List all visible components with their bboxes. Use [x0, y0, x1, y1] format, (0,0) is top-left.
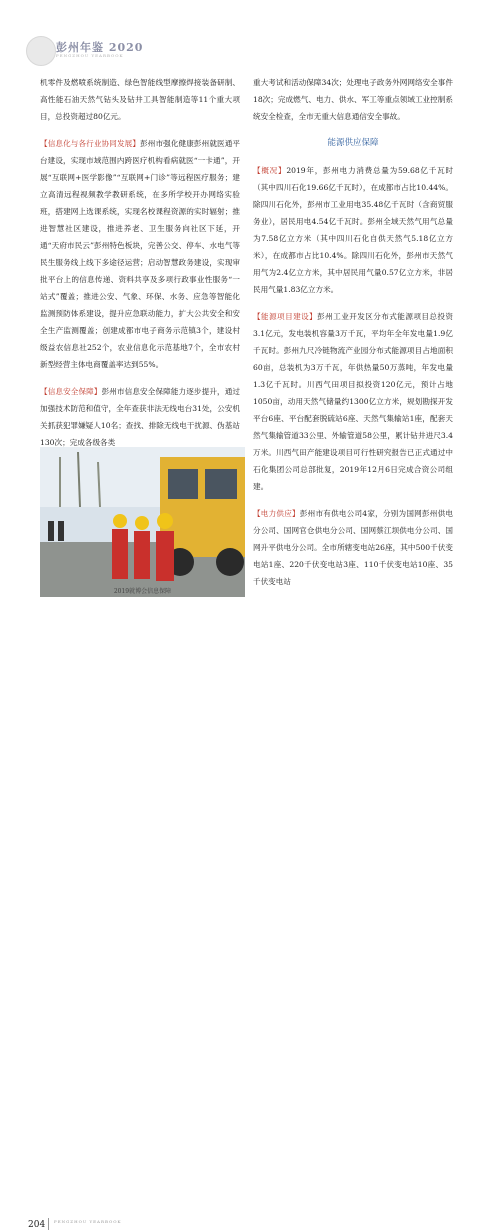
paragraph: 【信息化与各行业协同发展】彭州市强化健康彭州就医通平台建设，实现市域范围内跨医疗机构看病就医“一卡通”，开展“互联网+医学影像”“互联网+门诊”等远程医疗服务；建立高清远程视频教学教研系统，在多所学校开办网络实验班，搭建网上选课系统，实现名校课程资源的实时辐射；推进智慧社区建设，推进养老、卫生服务向社区下延，开通“天府市民云”彭州特色板块，完善公交、停车、水电气等民生服务线上线下多途径运营；启动智慧政务建设，实现审批平台上的信息传递、资料共享及多项行政事业性服务“一站式”覆盖；推进公安、气象、环保、水务、应急等智能化监测预防体系建设，提升应急联动能力，扩大公共安全和安全生产监测覆盖；创建成都市电子商务示范镇3个，建设村级益农信息社252个，农业信息化示范基地7个，全市农村新型经营主体电商覆盖率达到55%。: [40, 139, 241, 369]
paragraph: 重大考试和活动保障34次；处理电子政务外网网络安全事件18次；完成燃气、电力、供水、军工等重点领域工业控制系统安全检查，全市无重大信息通信安全事故。: [253, 78, 453, 121]
section-title: 能源供应保障: [327, 138, 379, 148]
paragraph: 【能源项目建设】彭州工业开发区分布式能源项目总投资3.1亿元，发电装机容量3万千瓦，平均年全年发电量1.9亿千瓦时。彭州九尺冷链物流产业园分布式能源项目占地面积60亩，总装机为3万千瓦，年供热量50万蒸吨，年发电量1.3亿千瓦时。川西气田项目拟投资120亿元，预计占地1050亩，动用天然气储量约1300亿立方米，规划勘探开发平台6座、平台配套脱硫站6座、天然气集输站1座，配套天然气集输管道33公里、外输管道58公里，累计钻井进尺3.4万米。川西气田产能建设项目可行性研究报告已正式通过中石化集团公司总部批复，2019年12月6日完成合资公司组建。: [253, 312, 454, 491]
entry-tag: 【信息安全保障】: [40, 387, 102, 396]
left-column: [40, 74, 240, 461]
paragraph: 机零件及燃喷系统制造、绿色智能线型摩擦焊接装备研制、高性能石油天然气钻头及钻井工具智能制造等11个重大项目，总投资超过80亿元。: [40, 78, 240, 121]
yearbook-emblem-icon: [26, 36, 56, 66]
right-column: [253, 74, 453, 600]
footer-book-name: PENGZHOU YEARBOOK: [54, 1219, 122, 1224]
page-header: [0, 0, 480, 66]
entry-tag: 【能源项目建设】: [253, 312, 318, 321]
entry-tag: 【电力供应】: [253, 509, 300, 518]
photo-info-security: [40, 447, 245, 597]
paragraph: 【信息安全保障】彭州市信息安全保障能力逐步提升，通过加强技术防范和值守，全年查获非法无线电台31处，公安机关抓获犯罪嫌疑人10名；查找、排除无线电干扰源、伪基站130次；完成各级各类: [40, 387, 241, 447]
page-number: 204: [28, 1220, 46, 1230]
entry-tag: 【概况】: [253, 166, 287, 175]
photo-caption: 2019就博会信息保障: [113, 588, 172, 595]
header-subtitle: PENGZHOU YEARBOOK: [56, 53, 124, 58]
page-footer: [0, 606, 480, 1230]
header-title: 彭州年鉴 2020: [56, 41, 144, 54]
paragraph: 【电力供应】彭州市有供电公司4家，分别为国网彭州供电分公司、国网官仓供电分公司、国网蔡江坝供电分公司、国网升平供电分公司。全市所辖变电站26座，其中500千伏变电站1座、220千伏变电站3座、110千伏变电站10座、35千伏变电站: [253, 509, 453, 586]
paragraph: 【概况】2019年，彭州电力消费总量为59.68亿千瓦时（其中四川石化19.66亿千瓦时），在成都市占比10.44%。除四川石化外，彭州市工业用电35.48亿千瓦时（含商贸服务业），居民用电4.54亿千瓦时。彭州全域天然气用气总量为7.58亿立方米（其中四川石化自供天然气5.18亿立方米），在成都市占比10.4%。除四川石化外，彭州市天然气用气为2.4亿立方米，其中居民用气量0.57亿立方米，非居民用气量1.83亿立方米。: [253, 166, 453, 294]
footer-divider: [48, 1218, 49, 1230]
entry-tag: 【信息化与各行业协同发展】: [40, 139, 141, 148]
